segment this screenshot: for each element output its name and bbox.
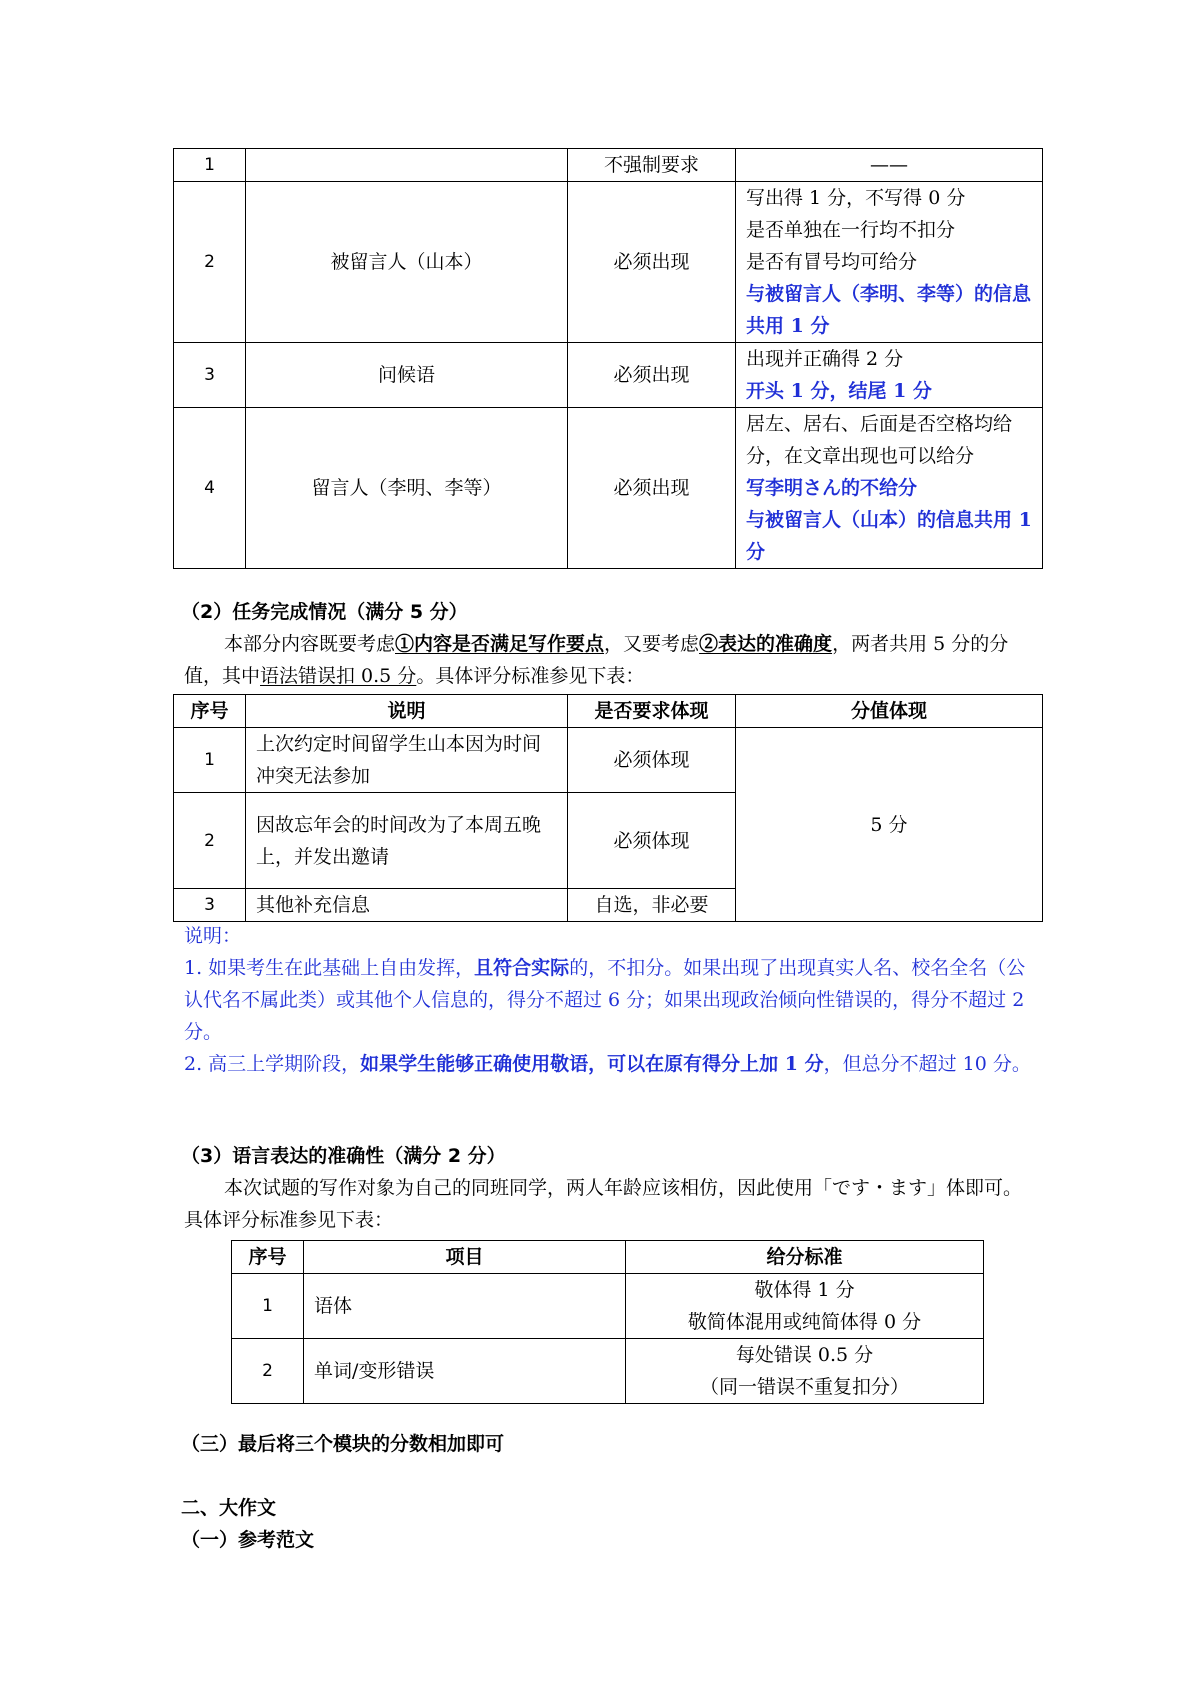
text-run: ，两者共用 5 分的分值，其中 bbox=[184, 633, 1009, 687]
score-cell: 5 分 bbox=[736, 728, 1043, 922]
table-row bbox=[174, 182, 1043, 343]
row-number: 3 bbox=[174, 343, 246, 408]
text-run: 。具体评分标准参见下表： bbox=[416, 665, 645, 687]
section-paragraph: 本次试题的写作对象为自己的同班同学，两人年龄应该相仿，因此使用「です・ます」体即可。具体评分标准参见下表： bbox=[184, 1177, 1023, 1231]
row-requirement: 不强制要求 bbox=[568, 149, 736, 182]
row-number: 1 bbox=[232, 1274, 304, 1339]
score-line: 写李明さん的不给分 bbox=[746, 477, 918, 499]
format-score-table bbox=[173, 148, 1043, 569]
section-heading: 二、大作文 bbox=[181, 1497, 277, 1519]
row-criteria bbox=[626, 1339, 984, 1404]
score-line: 与被留言人（山本）的信息共用 1 分 bbox=[746, 509, 1032, 563]
row-item: 语体 bbox=[304, 1274, 626, 1339]
score-line: 居左、居右、后面是否空格均给分，在文章出现也可以给分 bbox=[746, 413, 1013, 467]
table-row bbox=[232, 1339, 984, 1404]
row-requirement: 必须出现 bbox=[568, 408, 736, 569]
row-score bbox=[736, 408, 1043, 569]
text-run: 1. 如果考生在此基础上自由发挥， bbox=[184, 957, 475, 979]
task-score-table bbox=[173, 694, 1043, 922]
table-row bbox=[232, 1274, 984, 1339]
note-1 bbox=[184, 952, 1040, 1048]
row-requirement: 必须体现 bbox=[568, 793, 736, 889]
section-paragraph bbox=[184, 628, 1040, 692]
row-number: 4 bbox=[174, 408, 246, 569]
note-2 bbox=[184, 1048, 1040, 1080]
column-header: 给分标准 bbox=[626, 1241, 984, 1274]
row-requirement: 必须出现 bbox=[568, 182, 736, 343]
score-line: 是否有冒号均可给分 bbox=[746, 251, 918, 273]
column-header: 序号 bbox=[174, 695, 246, 728]
criteria-line: 敬体得 1 分 bbox=[754, 1279, 855, 1301]
table-header-row bbox=[174, 695, 1043, 728]
row-number: 3 bbox=[174, 889, 246, 922]
column-header: 项目 bbox=[304, 1241, 626, 1274]
table-row bbox=[174, 408, 1043, 569]
row-description: 上次约定时间留学生山本因为时间冲突无法参加 bbox=[246, 728, 568, 793]
row-description: 因故忘年会的时间改为了本周五晚上，并发出邀请 bbox=[246, 793, 568, 889]
criteria-line: 敬简体混用或纯简体得 0 分 bbox=[687, 1311, 922, 1333]
text-run: 且符合实际 bbox=[474, 957, 570, 979]
section-heading: （三）最后将三个模块的分数相加即可 bbox=[181, 1433, 505, 1455]
table-row bbox=[174, 728, 1043, 793]
text-run: ，但总分不超过 10 分。 bbox=[823, 1053, 1031, 1075]
column-header: 是否要求体现 bbox=[568, 695, 736, 728]
row-number: 2 bbox=[174, 793, 246, 889]
row-number: 2 bbox=[174, 182, 246, 343]
score-line: 与被留言人（李明、李等）的信息共用 1 分 bbox=[746, 283, 1032, 337]
text-run: ①内容是否满足写作要点 bbox=[395, 633, 605, 655]
score-line: 出现并正确得 2 分 bbox=[746, 348, 904, 370]
text-run: 2. 高三上学期阶段， bbox=[184, 1053, 361, 1075]
row-item: 留言人（李明、李等） bbox=[246, 408, 568, 569]
section-heading: （一）参考范文 bbox=[181, 1529, 315, 1551]
criteria-line: （同一错误不重复扣分） bbox=[699, 1376, 909, 1398]
language-score-table bbox=[231, 1240, 984, 1404]
row-score bbox=[736, 182, 1043, 343]
score-line: 写出得 1 分，不写得 0 分 bbox=[746, 187, 966, 209]
row-score bbox=[736, 343, 1043, 408]
row-item: 问候语 bbox=[246, 343, 568, 408]
criteria-line: 每处错误 0.5 分 bbox=[735, 1344, 874, 1366]
row-item: 被留言人（山本） bbox=[246, 182, 568, 343]
notes-title: 说明： bbox=[184, 925, 242, 947]
row-number: 1 bbox=[174, 149, 246, 182]
column-header: 说明 bbox=[246, 695, 568, 728]
text-run: 的，不扣分。如果出现了出现真实人名、校名全名（公认代名不属此类）或其他个人信息的，得分不超过 6 分；如果出现政治倾向性错误的，得分不超过 2 分。 bbox=[184, 957, 1026, 1043]
column-header: 序号 bbox=[232, 1241, 304, 1274]
row-requirement: 必须体现 bbox=[568, 728, 736, 793]
section-heading: （2）任务完成情况（满分 5 分） bbox=[181, 601, 468, 623]
row-description: 其他补充信息 bbox=[246, 889, 568, 922]
text-run: ，又要考虑 bbox=[604, 633, 700, 655]
text-run: 如果学生能够正确使用敬语，可以在原有得分上加 1 分 bbox=[360, 1053, 824, 1075]
row-number: 1 bbox=[174, 728, 246, 793]
row-requirement: 必须出现 bbox=[568, 343, 736, 408]
row-score: —— bbox=[736, 149, 1043, 182]
row-item bbox=[246, 149, 568, 182]
text-run: 本部分内容既要考虑 bbox=[224, 633, 396, 655]
row-criteria bbox=[626, 1274, 984, 1339]
row-item: 单词/变形错误 bbox=[304, 1339, 626, 1404]
score-line: 开头 1 分，结尾 1 分 bbox=[746, 380, 932, 402]
section-heading: （3）语言表达的准确性（满分 2 分） bbox=[181, 1145, 506, 1167]
text-run: 语法错误扣 0.5 分 bbox=[260, 665, 417, 687]
score-line: 是否单独在一行均不扣分 bbox=[746, 219, 956, 241]
text-run: ②表达的准确度 bbox=[699, 633, 833, 655]
table-row bbox=[174, 149, 1043, 182]
row-requirement: 自选，非必要 bbox=[568, 889, 736, 922]
row-number: 2 bbox=[232, 1339, 304, 1404]
table-row bbox=[174, 343, 1043, 408]
column-header: 分值体现 bbox=[736, 695, 1043, 728]
table-header-row bbox=[232, 1241, 984, 1274]
